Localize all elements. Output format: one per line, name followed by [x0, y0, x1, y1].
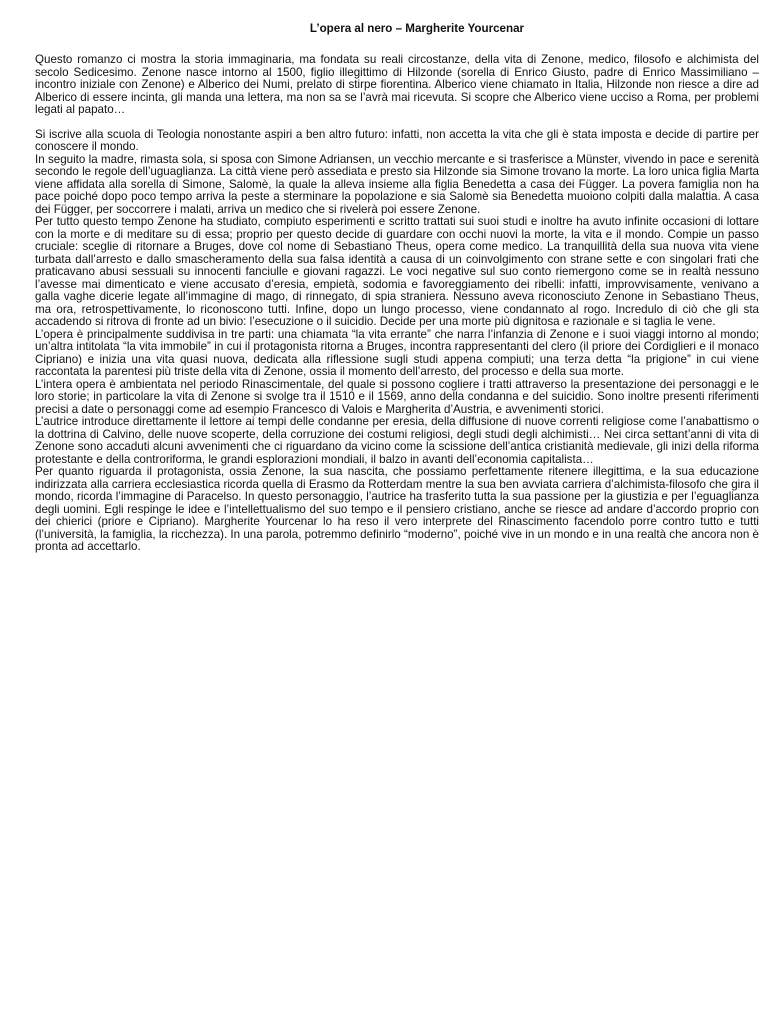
- paragraph-context: L’autrice introduce direttamente il lettore ai tempi delle condanne per eresia, della diffusione di nuove correnti religiose come l’anabattismo o la dottrina di Calvino, delle nuove scoperte, della corruzione dei costumi religiosi, degli studi degli alchimisti… Nei circa settant’anni di vita di Zenone sono accaduti alcuni avvenimenti che ci riguardano da vicino come la scissione dell’antica cristianità medievale, gli inizi della riforma protestante e della controriforma, le grandi esplorazioni mondiali, il balzo in avanti dell’economia capitalista…: [35, 415, 759, 466]
- document-page: [35, 22, 759, 554]
- document-body: [35, 54, 759, 554]
- paragraph-structure: L’opera è principalmente suddivisa in tre parti: una chiamata “la vita errante” che narra l’infanzia di Zenone e i suoi viaggi intorno al mondo; un’altra intitolata “la vita immobile” in cui il protagonista ritorna a Bruges, incontra rappresentanti del clero (il priore dei Cordiglieri e il monaco Cipriano) e inizia una vita quasi nuova, dedicata alla riflessione sugli studi appena compiuti; una terza detta “la prigione” in cui viene raccontata la parentesi più triste della vita di Zenone, ossia il momento dell’arresto, del processo e della sua morte.: [35, 327, 759, 378]
- paragraph-intro: Questo romanzo ci mostra la storia immaginaria, ma fondata su reali circostanze, della vita di Zenone, medico, filosofo e alchimista del secolo Sedicesimo. Zenone nasce intorno al 1500, figlio illegittimo di Hilzonde (sorella di Enrico Giusto, padre di Enrico Massimiliano – incontro iniziale con Zenone) e Alberico dei Numi, prelato di stirpe fiorentina. Alberico viene chiamato in Italia, Hilzonde non riesce a dire ad Alberico di essere incinta, gli manda una lettera, ma non sa se l’avrà mai ricevuta. Si scopre che Alberico viene ucciso a Roma, per problemi legati al papato…: [35, 53, 759, 116]
- paragraph-studies: Per tutto questo tempo Zenone ha studiato, compiuto esperimenti e scritto trattati sui suoi studi e inoltre ha avuto infinite occasioni di lottare con la morte e di meditare su di essa; proprio per questo decide di guardare con occhi nuovi la morte, la vita e il mondo. Compie un passo cruciale: sceglie di ritornare a Bruges, dove col nome di Sebastiano Theus, opera come medico. La tranquillità della sua nuova vita viene turbata dall’arresto e dallo smascheramento della sua falsa identità a causa di un coinvolgimento con strane sette e con singolari frati che praticavano abusi sessuali su innocenti fanciulle e giovani ragazzi. Le voci negative sul suo conto riemergono come se in realtà nessuno l’avesse mai dimenticato e viene accusato d’eresia, empietà, sodomia e favoreggiamento dei ribelli: infatti, improvvisamente, venivano a galla vaghe dicerie legate all’immagine di mago, di rinnegato, di spia straniera. Nessuno aveva riconosciuto Zenone in Sebastiano Theus, ma ora, retrospettivamente, lo riconoscono tutti. Infine, dopo un lungo processo, viene condannato al rogo. Incredulo di ciò che gli sta accadendo si ritrova di fronte ad un bivio: l’esecuzione o il suicidio. Decide per una morte più dignitosa e razionale e si taglia le vene.: [35, 215, 759, 328]
- paragraph-protagonist: Per quanto riguarda il protagonista, ossia Zenone, la sua nascita, che possiamo perfettamente ritenere illegittima, e la sua educazione indirizzata alla carriera ecclesiastica ricorda quella di Erasmo da Rotterdam mentre la sua ben avviata carriera d’alchimista-filosofo che gira il mondo, ricorda l’immagine di Paracelso. In questo personaggio, l’autrice ha trasferito tutta la sua passione per la giustizia e per l’eguaglianza degli uomini. Egli respinge le idee e l’intellettualismo del suo tempo e il pensiero cristiano, anche se riesce ad andare d’accordo proprio con dei chierici (priore e Cipriano). Margherite Yourcenar lo ha reso il vero interprete del Rinascimento facendolo porre contro tutto e tutti (l’università, la famiglia, la ricchezza). In una parola, potremmo definirlo “moderno”, poiché vive in un mondo e in una realtà che ancora non è pronta ad accettarlo.: [35, 465, 759, 553]
- document-title: L’opera al nero – Margherite Yourcenar: [309, 22, 525, 35]
- paragraph-mother: In seguito la madre, rimasta sola, si sposa con Simone Adriansen, un vecchio mercante e si trasferisce a Münster, vivendo in pace e serenità secondo le regole dell’uguaglianza. La città viene però assediata e presto sia Hilzonde sia Simone trovano la morte. La loro unica figlia Marta viene affidata alla sorella di Simone, Salomè, la quale la alleva insieme alla figlia Benedetta a casa dei Függer. La povera famiglia non ha pace poiché dopo poco tempo arriva la peste a sterminare la popolazione e sia Salomè sia Benedetta muoiono colpiti dalla malattia. A casa dei Függer, per soccorrere i malati, arriva un medico che si rivelerà poi essere Zenone.: [35, 152, 759, 216]
- paragraph-setting: L’intera opera è ambientata nel periodo Rinascimentale, del quale si possono cogliere i tratti attraverso la presentazione dei personaggi e le loro storie; in particolare la vita di Zenone si svolge tra il 1510 e il 1569, anno della condanna e del suicidio. Sono inoltre presenti riferimenti precisi a date o personaggi come ad esempio Francesco di Valois e Margherita d’Austria, e avvenimenti storici.: [35, 377, 759, 416]
- paragraph-theology: Si iscrive alla scuola di Teologia nonostante aspiri a ben altro futuro: infatti, non accetta la vita che gli è stata imposta e decide di partire per conoscere il mondo.: [35, 127, 759, 153]
